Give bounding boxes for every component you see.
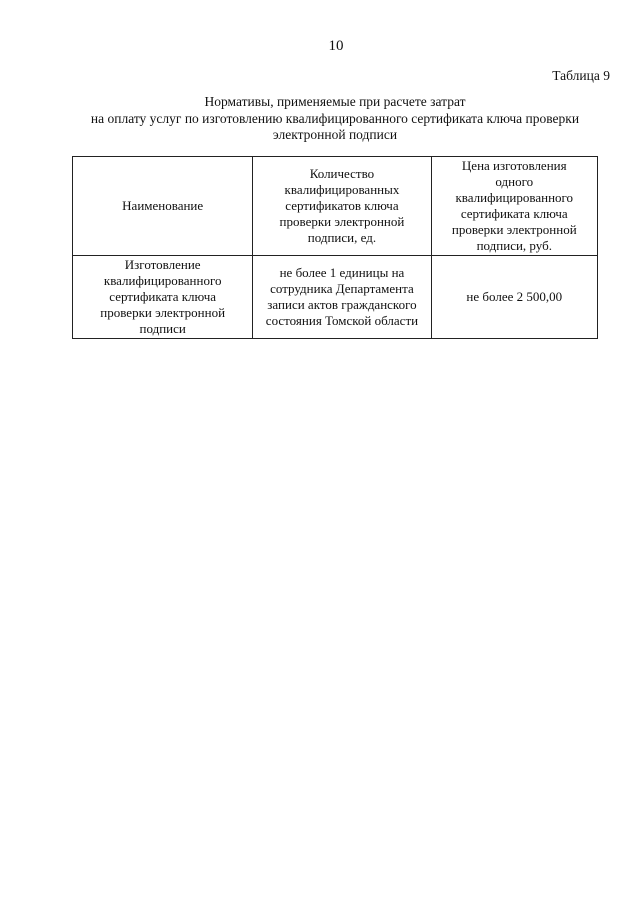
header-name-text: Наименование: [122, 198, 204, 213]
table-label: Таблица 9: [552, 68, 610, 83]
cell-quantity: [253, 256, 431, 339]
table-row: [73, 256, 598, 339]
norms-table: [72, 156, 598, 339]
page-number: 10: [328, 38, 344, 54]
header-quantity-text: Количество квалифицированных сертификатов ключа проверки электронной подписи, ед.: [279, 166, 405, 245]
cell-price: [431, 256, 597, 339]
document-title-line: Нормативы, применяемые при расчете затрат: [204, 94, 466, 109]
cell-name: [73, 256, 253, 339]
table-header-row: [73, 157, 598, 256]
cell-price-text: не более 2 500,00: [466, 289, 563, 304]
cell-name-text: Изготовление квалифицированного сертификата ключа проверки электронной подписи: [100, 257, 226, 336]
header-cell-price: [431, 157, 597, 256]
header-cell-quantity: [253, 157, 431, 256]
header-price-text: Цена изготовления одного квалифицированного сертификата ключа проверки электронной подписи, руб.: [451, 158, 577, 253]
cell-quantity-text: не более 1 единицы на сотрудника Департамента записи актов гражданского состояния Томской области: [265, 265, 419, 328]
document-title: [70, 94, 600, 144]
document-title-line: на оплату услуг по изготовлению квалифицированного сертификата ключа проверки: [90, 110, 580, 126]
header-cell-name: [73, 157, 253, 256]
document-title-line: электронной подписи: [272, 127, 398, 142]
